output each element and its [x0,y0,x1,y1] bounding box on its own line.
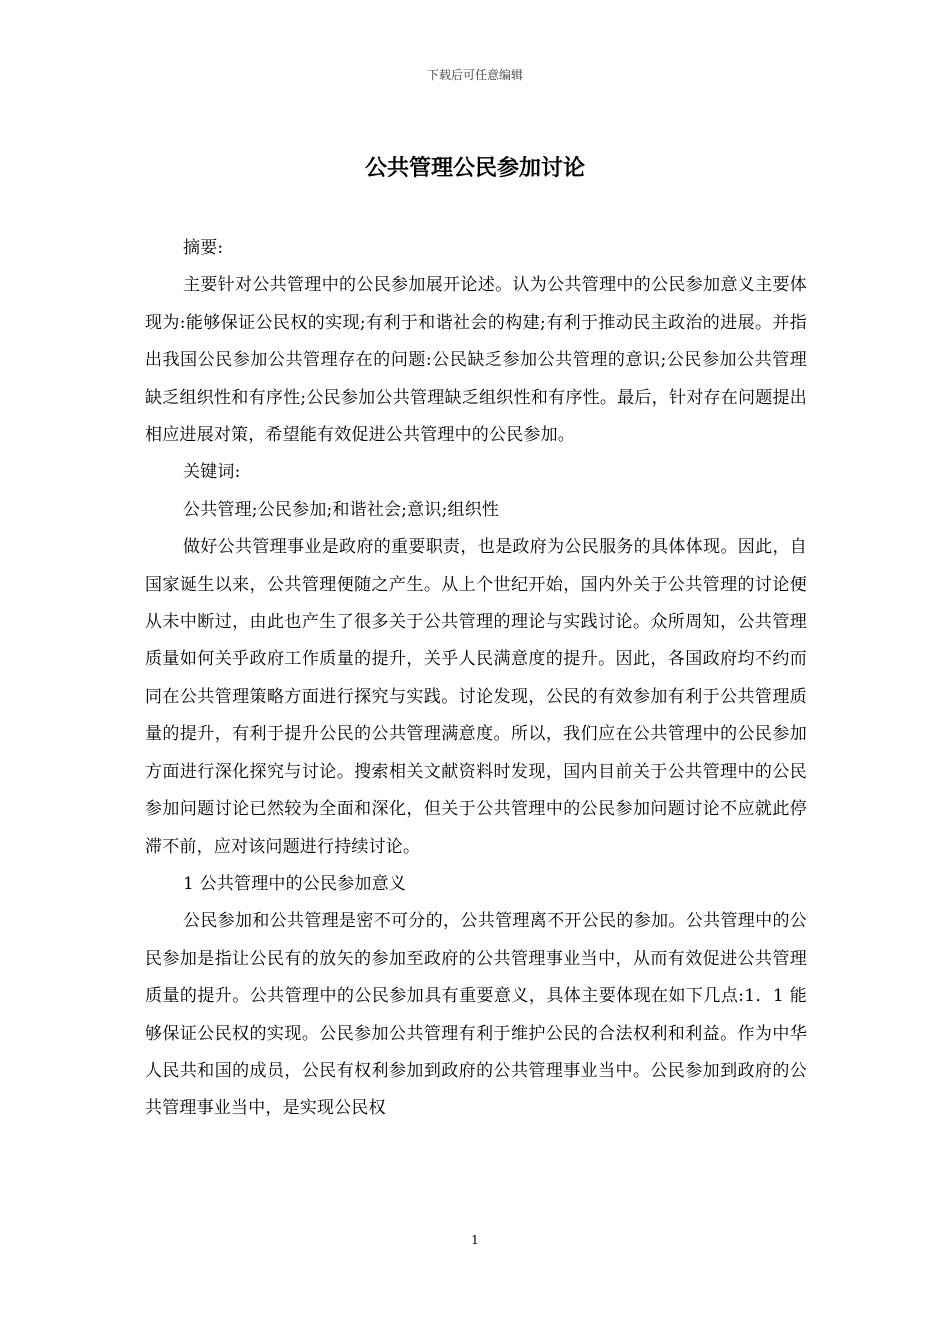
document-title: 公共管理公民参加讨论 [364,156,585,181]
intro-paragraph: 做好公共管理事业是政府的重要职责，也是政府为公民服务的具体体现。因此，自国家诞生以来，公共管理便随之产生。从上个世纪开始，国内外关于公共管理的讨论便从未中断过，由此也产生了很多关于公共管理的理论与实践讨论。众所周知，公共管理质量如何关乎政府工作质量的提升，关乎人民满意度的提升。因此，各国政府均不约而同在公共管理策略方面进行探究与实践。讨论发现，公民的有效参加有利于公共管理质量的提升，有利于提升公民的公共管理满意度。所以，我们应在公共管理中的公民参加方面进行深化探究与讨论。搜索相关文献资料时发现，国内目前关于公共管理中的公民参加问题讨论已然较为全面和深化，但关于公共管理中的公民参加问题讨论不应就此停滞不前，应对该问题进行持续讨论。 [145,537,807,857]
keywords-paragraph: 公共管理;公民参加;和谐社会;意识;组织性 [183,499,500,520]
page-number: 1 [471,1233,479,1247]
document-body [145,230,807,1128]
abstract-label: 摘要: [183,238,224,258]
section-heading: 1 公共管理中的公民参加意义 [183,873,407,894]
header-note: 下载后可任意编辑 [426,68,523,82]
abstract-paragraph: 主要针对公共管理中的公民参加展开论述。认为公共管理中的公民参加意义主要体现为:能够保证公民权的实现;有利于和谐社会的构建;有利于推动民主政治的进展。并指出我国公民参加公共管理存在的问题:公民缺乏参加公共管理的意识;公民参加公共管理缺乏组织性和有序性;公民参加公共管理缺乏组织性和有序性。最后，针对存在问题提出相应进展对策，希望能有效促进公共管理中的公民参加。 [145,275,807,446]
section-paragraph: 公民参加和公共管理是密不可分的，公共管理离不开公民的参加。公共管理中的公民参加是指让公民有的放矢的参加至政府的公共管理事业当中，从而有效促进公共管理质量的提升。公共管理中的公民参加具有重要意义，具体主要体现在如下几点:1．1 能够保证公民权的实现。公民参加公共管理有利于维护公民的合法权利和利益。作为中华人民共和国的成员，公民有权利参加到政府的公共管理事业当中。公民参加到政府的公共管理事业当中，是实现公民权 [145,911,807,1119]
keywords-label: 关键词: [183,462,241,483]
